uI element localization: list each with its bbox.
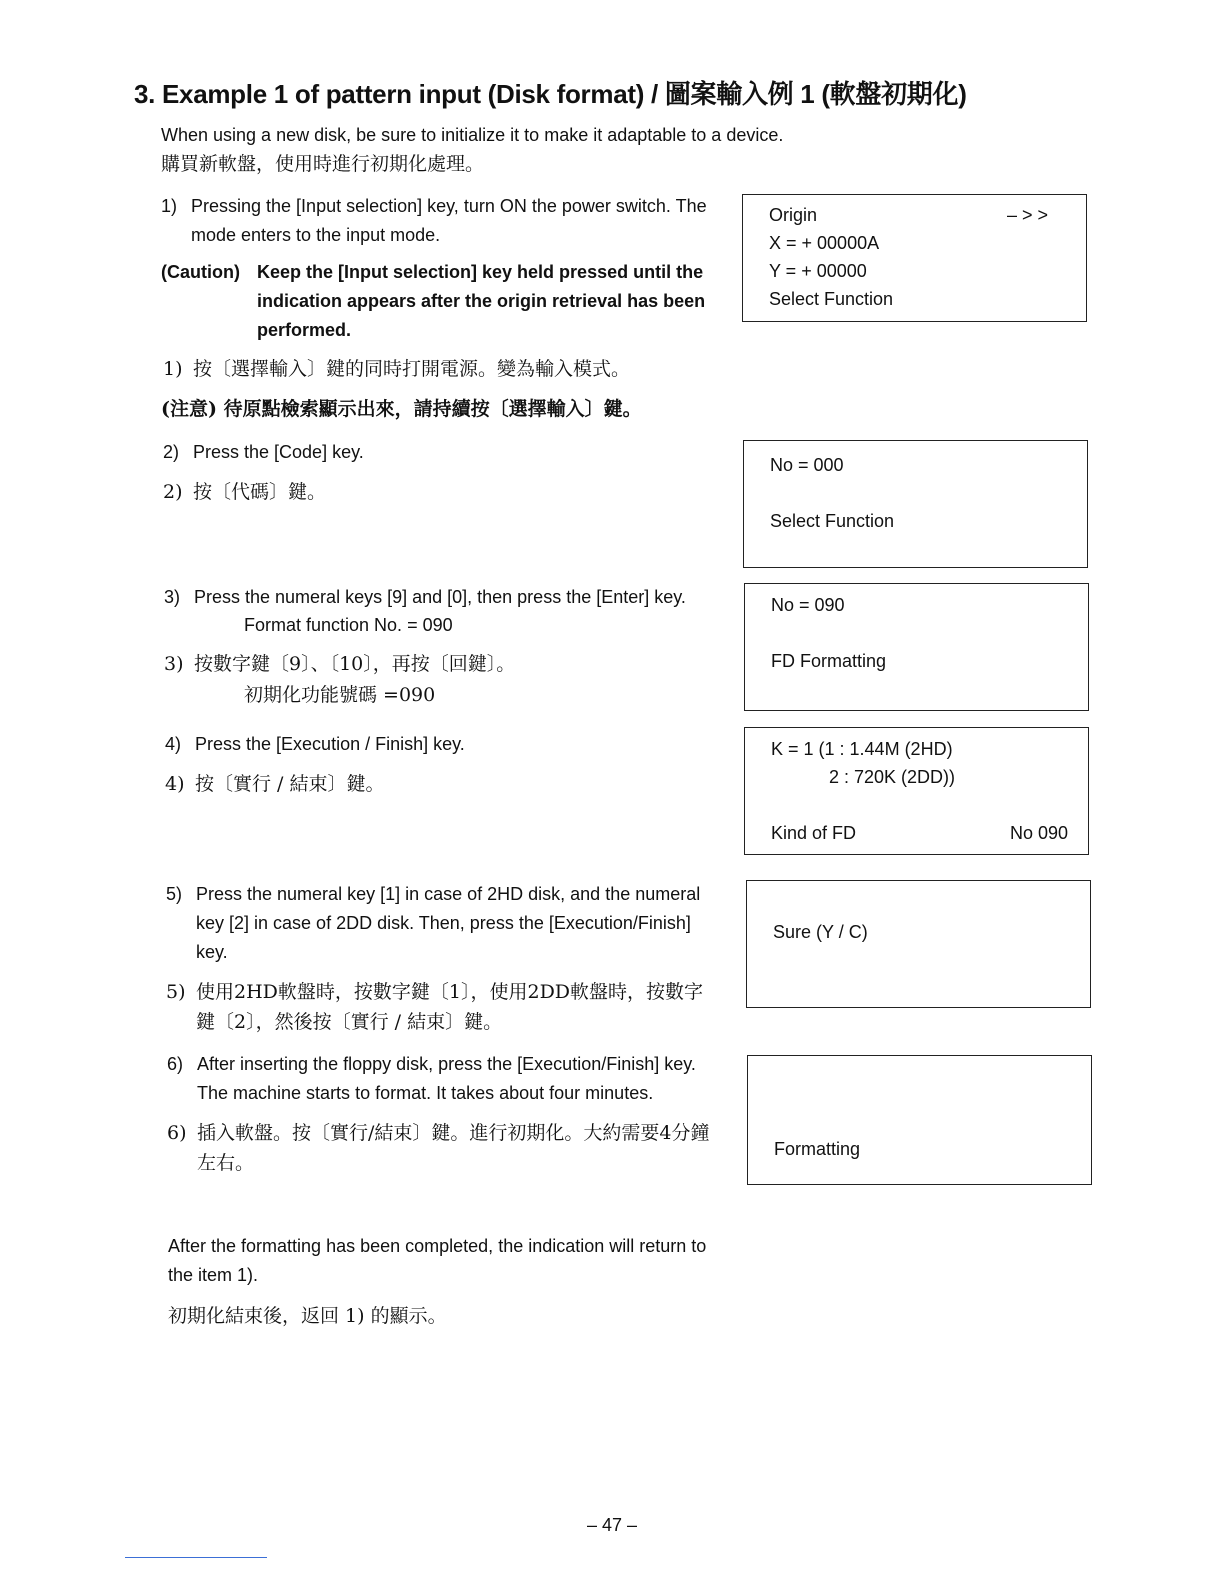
display-line: X = + 00000A <box>769 233 880 253</box>
step-4-zh <box>165 769 705 799</box>
display-line: Select Function <box>769 289 894 309</box>
page-number: – 47 – <box>586 1515 638 1535</box>
display-line: Y = + 00000 <box>769 261 867 281</box>
display-line: No = 090 <box>771 595 845 615</box>
step-number: 6) <box>167 1054 184 1074</box>
step-text: Press the [Execution / Finish] key. <box>195 734 465 754</box>
display-code <box>743 440 1088 568</box>
display-formatting <box>747 1055 1092 1185</box>
display-confirm <box>746 880 1091 1008</box>
step-3-zh <box>164 649 724 679</box>
step-text: Pressing the [Input selection] key, turn ON the power switch. The mode enters to the input mode. <box>191 196 707 245</box>
step-subtext-zh: 初期化功能號碼 =090 <box>244 684 436 706</box>
caution-text-zh: (注意) 待原點檢索顯示出來，請持續按〔選擇輸入〕鍵。 <box>161 398 642 420</box>
step-text-zh: 按〔代碼〕鍵。 <box>193 481 327 503</box>
step-number: 4) <box>165 734 182 754</box>
display-line: Select Function <box>770 511 895 531</box>
display-line: 2 : 720K (2DD)) <box>829 767 956 787</box>
function-number: No 090 <box>1009 823 1068 843</box>
step-text-zh: 按〔選擇輸入〕鍵的同時打開電源。變為輸入模式。 <box>193 358 631 380</box>
step-text: Press the [Code] key. <box>193 442 364 462</box>
step-3 <box>164 583 724 612</box>
display-line: Origin <box>769 205 818 225</box>
step-subtext: Format function No. = 090 <box>244 615 453 635</box>
step-5-zh <box>166 977 722 1037</box>
step-5 <box>166 880 722 967</box>
display-origin <box>742 194 1087 322</box>
step-1 <box>161 192 721 250</box>
intro-text-zh: 購買新軟盤，使用時進行初期化處理。 <box>161 153 485 175</box>
step-6 <box>167 1050 723 1108</box>
step-number: 2) <box>163 442 180 462</box>
step-text-zh: 按〔實行 / 結束〕鍵。 <box>195 773 385 795</box>
closing-text-zh: 初期化結束後，返回 1) 的顯示。 <box>168 1305 447 1327</box>
display-line: FD Formatting <box>771 651 887 671</box>
step-2 <box>163 438 703 467</box>
step-number: 3) <box>164 587 181 607</box>
display-line: Sure (Y / C) <box>773 922 868 942</box>
step-1-zh <box>163 354 723 384</box>
step-number: 3) <box>164 653 184 675</box>
closing-text: After the formatting has been completed, the indication will return to the item 1). <box>168 1236 707 1285</box>
display-line: Formatting <box>774 1139 861 1159</box>
caution-label: (Caution) <box>161 262 240 282</box>
step-2-zh <box>163 477 703 507</box>
step-number: 1) <box>163 358 183 380</box>
step-text: Press the numeral key [1] in case of 2HD disk, and the numeral key [2] in case of 2DD disk. Then, press the [Execution/Finish] key. <box>196 884 701 962</box>
step-number: 4) <box>165 773 185 795</box>
step-number: 5) <box>166 884 183 904</box>
display-line: Kind of FD <box>771 823 857 843</box>
step-number: 1) <box>161 196 178 216</box>
step-text-zh: 插入軟盤。按〔實行/結束〕鍵。進行初期化。大約需要4分鐘左右。 <box>197 1122 710 1174</box>
display-line: No = 000 <box>770 455 844 475</box>
display-kind-of-fd <box>744 727 1089 855</box>
step-4 <box>165 730 705 759</box>
page-title: 3. Example 1 of pattern input (Disk format) / 圖案輸入例 1 (軟盤初期化) <box>134 79 967 109</box>
caution-text: Keep the [Input selection] key held pressed until the indication appears after the origin retrieval has been performed. <box>257 262 706 340</box>
step-6-zh <box>167 1118 723 1178</box>
step-text: Press the numeral keys [9] and [0], then press the [Enter] key. <box>194 587 686 607</box>
arrow-indicator: – > > <box>1006 205 1048 225</box>
display-format-function <box>744 583 1089 711</box>
footer-rule <box>125 1557 267 1558</box>
step-text-zh: 按數字鍵〔9〕、〔10〕，再按〔回鍵〕。 <box>194 653 516 675</box>
step-number: 6) <box>167 1122 187 1144</box>
display-line: K = 1 (1 : 1.44M (2HD) <box>771 739 953 759</box>
step-number: 2) <box>163 481 183 503</box>
step-number: 5) <box>166 981 186 1003</box>
intro-text: When using a new disk, be sure to initialize it to make it adaptable to a device. <box>161 125 784 145</box>
step-text-zh: 使用2HD軟盤時，按數字鍵〔1〕，使用2DD軟盤時，按數字鍵〔2〕，然後按〔實行 / 結束〕鍵。 <box>196 981 704 1033</box>
step-text: After inserting the floppy disk, press the [Execution/Finish] key. The machine starts to format. It takes about four minutes. <box>197 1054 696 1103</box>
